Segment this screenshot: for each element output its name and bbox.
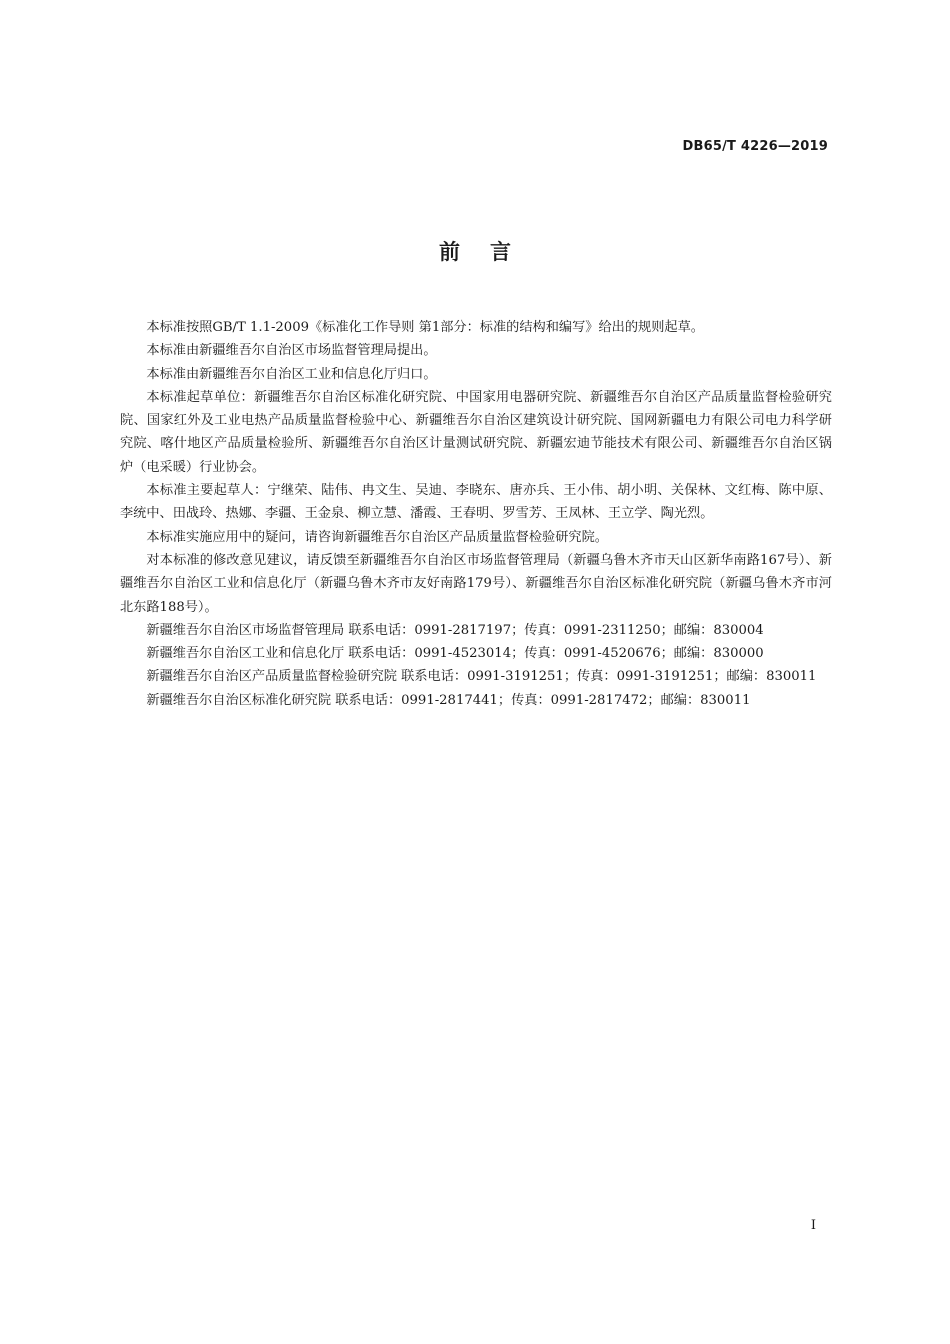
contact-industry-it: 新疆维吾尔自治区工业和信息化厅 联系电话：0991-4523014；传真：0991-4520676；邮编：830000	[146, 646, 764, 662]
paragraph-drafting-rules: 本标准按照GB/T 1.1-2009《标准化工作导则 第1部分：标准的结构和编写》给出的规则起草。	[146, 320, 704, 335]
paragraph-centralized-unit: 本标准由新疆维吾尔自治区工业和信息化厅归口。	[146, 366, 437, 382]
contact-standardization: 新疆维吾尔自治区标准化研究院 联系电话：0991-2817441；传真：0991-2817472；邮编：830011	[146, 692, 751, 708]
standard-code: DB65/T 4226—2019	[682, 139, 828, 154]
page-title: 前言	[439, 240, 541, 264]
contact-quality-inspection: 新疆维吾尔自治区产品质量监督检验研究院 联系电话：0991-3191251；传真：0991-3191251；邮编：830011	[146, 669, 817, 685]
paragraph-drafting-units: 本标准起草单位：新疆维吾尔自治区标准化研究院、中国家用电器研究院、新疆维吾尔自治区产品质量监督检验研究院、国家红外及工业电热产品质量监督检验中心、新疆维吾尔自治区建筑设计研究院、国网新疆电力有限公司电力科学研究院、喀什地区产品质量检验所、新疆维吾尔自治区计量测试研究院、新疆宏迪节能技术有限公司、新疆维吾尔自治区锅炉（电采暖）行业协会。	[120, 389, 832, 475]
paragraph-feedback: 对本标准的修改意见建议，请反馈至新疆维吾尔自治区市场监督管理局（新疆乌鲁木齐市天山区新华南路167号）、新疆维吾尔自治区工业和信息化厅（新疆乌鲁木齐市友好南路179号）、新疆维吾尔自治区标准化研究院（新疆乌鲁木齐市河北东路188号）。	[120, 552, 832, 615]
page-number: I	[810, 1218, 816, 1233]
contact-market-supervision: 新疆维吾尔自治区市场监督管理局 联系电话：0991-2817197；传真：0991-2311250；邮编：830004	[146, 622, 764, 638]
paragraph-inquiry: 本标准实施应用中的疑问，请咨询新疆维吾尔自治区产品质量监督检验研究院。	[146, 529, 608, 545]
paragraph-main-drafters: 本标准主要起草人：宁继荣、陆伟、冉文生、吴迪、李晓东、唐亦兵、王小伟、胡小明、关保林、文红梅、陈中原、李统中、田战玲、热娜、李疆、王金泉、柳立慧、潘霞、王春明、罗雪芳、王凤林、王立学、陶光烈。	[120, 483, 832, 522]
foreword-body	[120, 316, 832, 712]
paragraph-proposer: 本标准由新疆维吾尔自治区市场监督管理局提出。	[146, 343, 437, 359]
